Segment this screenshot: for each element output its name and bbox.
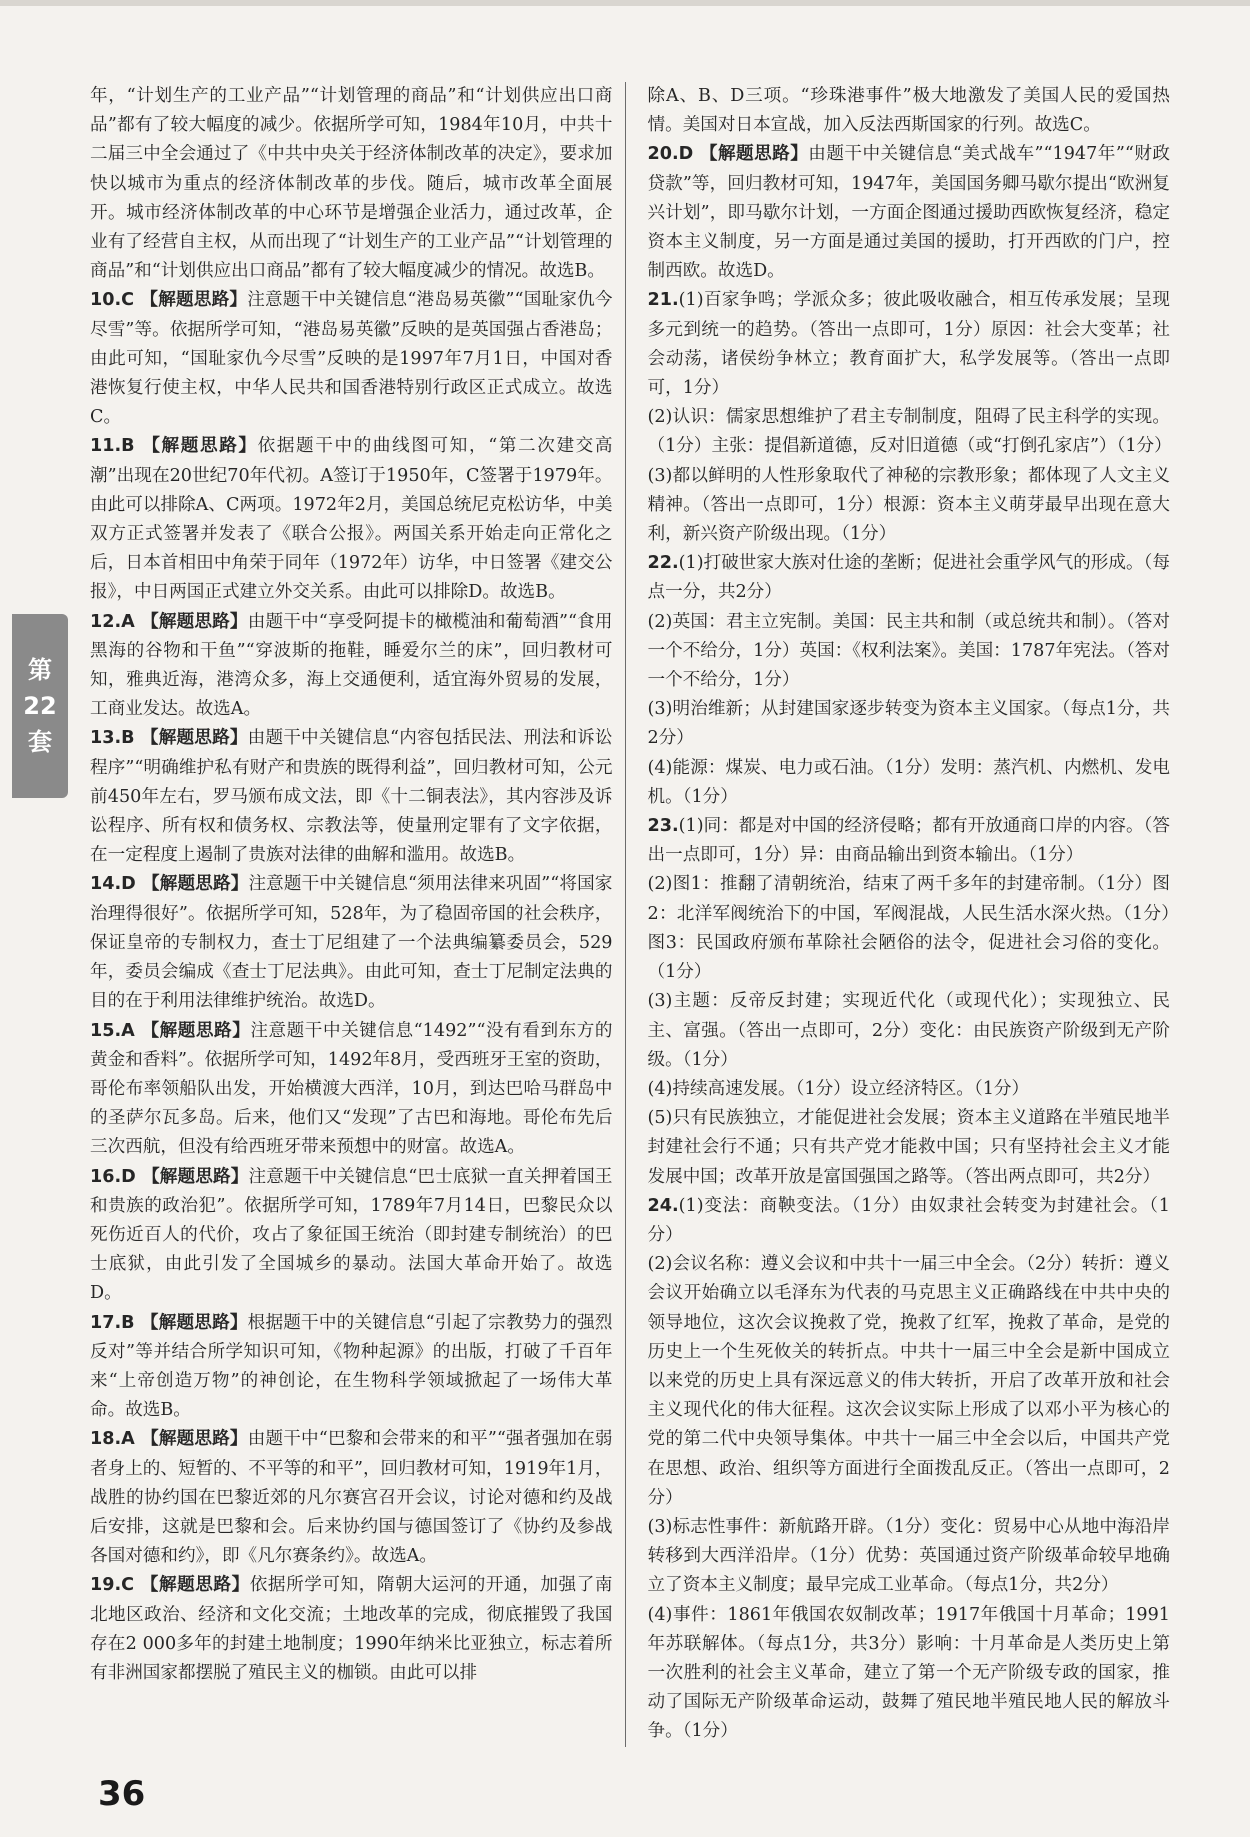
answer-text: (4)持续高速发展。（1分）设立经济特区。（1分） <box>647 1078 1030 1099</box>
answer-text: (1)同：都是对中国的经济侵略；都有开放通商口岸的内容。（答出一点即可，1分）异：由商品输出到资本输出。（1分） <box>647 816 1170 866</box>
answer-text: 注意题干中关键信息“港岛易英徽”“国耻家仇今尽雪”等。依据所学可知，“港岛易英徽”反映的是英国强占香港岛；由此可知，“国耻家仇今尽雪”反映的是1997年7月1日，中国对香港恢复行使主权，中华人民共和国香港特别行政区正式成立。故选C。 <box>90 290 613 428</box>
question-number: 15.A <box>90 1020 142 1041</box>
answer-text: (2)图1：推翻了清朝统治，结束了两千多年的封建帝制。（1分）图2：北洋军阀统治下的中国，军阀混战，人民生活水深火热。（1分）图3：民国政府颁布革除社会陋俗的法令，促进社会习俗的变化。（1分） <box>647 874 1170 983</box>
solution-tag: 【解题思路】 <box>141 1020 251 1041</box>
answer-part <box>648 462 1171 550</box>
answer-item <box>90 1309 613 1426</box>
answer-text: 由题干中关键信息“美式战车”“1947年”“财政贷款”等，回归教材可知，1947年，美国国务卿马歇尔提出“欧洲复兴计划”，即马歇尔计划，一方面企图通过援助西欧恢复经济，稳定资本主义制度，另一方面是通过美国的援助，打开西欧的门户，控制西欧。故选D。 <box>647 144 1170 282</box>
question-number: 13.B <box>90 728 141 749</box>
answer-part <box>648 754 1171 812</box>
answer-text: (3)主题：反帝反封建；实现近代化（或现代化）；实现独立、民主、富强。（答出一点即可，2分）变化：由民族资产阶级到无产阶级。（1分） <box>647 991 1170 1070</box>
solution-tag: 【解题思路】 <box>142 1166 249 1187</box>
answer-text: (4)事件：1861年俄国农奴制改革；1917年俄国十月革命；1991年苏联解体。（每点1分，共3分）影响：十月革命是人类历史上第一次胜利的社会主义革命，建立了第一个无产阶级专政的国家，推动了国际无产阶级革命运动，鼓舞了殖民地半殖民地人民的解放斗争。（1分） <box>647 1604 1170 1742</box>
answer-item <box>90 870 613 1016</box>
answer-part <box>648 987 1171 1075</box>
solution-tag: 【解题思路】 <box>140 728 248 749</box>
answer-part <box>648 1104 1171 1192</box>
answer-part <box>648 1250 1171 1513</box>
answer-text: 由题干中关键信息“内容包括民法、刑法和诉讼程序”“明确维护私有财产和贵族的既得利益”，回归教材可知，公元前450年左右，罗马颁布成文法，即《十二铜表法》，其内容涉及诉讼程序、所有权和债务权、宗教法等，使量刑定罪有了文字依据，在一定程度上遏制了贵族对法律的曲解和滥用。故选B。 <box>90 728 613 866</box>
answer-part <box>648 695 1171 753</box>
question-number: 14.D <box>90 874 143 895</box>
question-number: 11.B <box>90 436 143 457</box>
answer-item <box>90 1571 613 1688</box>
answer-item <box>90 1017 613 1163</box>
answer-part <box>648 870 1171 987</box>
answer-text: 注意题干中关键信息“1492”“没有看到东方的黄金和香料”。依据所学可知，1492年8月，受西班牙王室的资助，哥伦布率领船队出发，开始横渡大西洋，10月，到达巴哈马群岛中的圣萨尔瓦多岛。后来，他们又“发现”了古巴和海地。哥伦布先后三次西航，但没有给西班牙带来预想中的财富。故选A。 <box>90 1020 613 1158</box>
question-number: 10.C <box>90 290 141 311</box>
solution-tag: 【解题思路】 <box>141 611 248 632</box>
answer-item <box>90 724 613 870</box>
side-tab-char: 第 <box>28 656 52 684</box>
question-number: 22. <box>647 553 679 574</box>
answer-text: (4)能源：煤炭、电力或石油。（1分）发明：蒸汽机、内燃机、发电机。（1分） <box>647 757 1170 807</box>
answer-text: (5)只有民族独立，才能促进社会发展；资本主义道路在半殖民地半封建社会行不通；只有共产党才能救中国；只有坚持社会主义才能发展中国；改革开放是富国强国之路等。（答出两点即可，共2分） <box>647 1108 1170 1187</box>
answer-text: (3)都以鲜明的人性形象取代了神秘的宗教形象；都体现了人文主义精神。（答出一点即可，1分）根源：资本主义萌芽最早出现在意大利，新兴资产阶级出现。（1分） <box>647 465 1170 545</box>
side-tab-char: 套 <box>28 728 52 756</box>
answer-text: 依据所学可知，隋朝大运河的开通，加强了南北地区政治、经济和文化交流；土地改革的完成，彻底摧毁了我国存在2 000多年的封建土地制度；1990年纳米比亚独立，标志着所有非洲国家都摆脱了殖民主义的枷锁。由此可以排 <box>90 1575 613 1683</box>
answer-part <box>648 1601 1171 1747</box>
answer-text: 注意题干中关键信息“巴士底狱一直关押着国王和贵族的政治犯”。依据所学可知，1789年7月14日，巴黎民众以死伤近百人的代价，攻占了象征国王统治（即封建专制统治）的巴士底狱，由此引发了全国城乡的暴动。法国大革命开始了。故选D。 <box>90 1166 613 1304</box>
answer-part <box>648 1192 1171 1250</box>
answer-part <box>648 549 1171 607</box>
answer-text: (3)标志性事件：新航路开辟。（1分）变化：贸易中心从地中海沿岸转移到大西洋沿岸。（1分）优势：英国通过资产阶级革命较早地确立了资本主义制度；最早完成工业革命。（每点1分，共2分） <box>647 1516 1170 1596</box>
answer-text: (1)打破世家大族对仕途的垄断；促进社会重学风气的形成。（每点一分，共2分） <box>647 553 1170 603</box>
answer-text: (1)百家争鸣；学派众多；彼此吸收融合，相互传承发展；呈现多元到统一的趋势。（答出一点即可，1分）原因：社会大变革；社会动荡，诸侯纷争林立；教育面扩大，私学发展等。（答出一点即可，1分） <box>647 290 1170 399</box>
question-number: 23. <box>647 816 679 837</box>
answer-part <box>648 1075 1171 1104</box>
continued-answer-19: 除A、B、D三项。“珍珠港事件”极大地激发了美国人民的爱国热情。美国对日本宣战，加入反法西斯国家的行列。故选C。 <box>647 86 1170 136</box>
top-rule <box>0 0 1250 6</box>
answer-part <box>648 403 1171 461</box>
answer-text: (2)会议名称：遵义会议和中共十一届三中全会。（2分）转折：遵义会议开始确立以毛泽东为代表的马克思主义正确路线在中共中央的领导地位，这次会议挽救了党，挽救了红军，挽救了革命，是党的历史上一个生死攸关的转折点。中共十一届三中全会是新中国成立以来党的历史上具有深远意义的伟大转折，开启了改革开放和社会主义现代化的伟大征程。这次会议实际上形成了以邓小平为核心的党的第二代中央领导集体。中共十一届三中全会以后，中国共产党在思想、政治、组织等方面进行全面拨乱反正。（答出一点即可，2分） <box>647 1254 1170 1508</box>
solution-tag: 【解题思路】 <box>140 290 248 311</box>
question-number: 24. <box>647 1195 679 1216</box>
left-column <box>90 82 626 1747</box>
page-number: 36 <box>98 1774 146 1814</box>
solution-tag: 【解题思路】 <box>140 1575 250 1596</box>
solution-tag: 【解题思路】 <box>142 436 258 457</box>
right-column <box>648 82 1171 1747</box>
answer-item <box>90 608 613 725</box>
set-number-tab <box>12 614 68 798</box>
answer-item <box>90 1163 613 1309</box>
side-tab-char: 22 <box>23 692 57 720</box>
answer-text: 由题干中“巴黎和会带来的和平”“强者强加在弱者身上的、短暂的、不平等的和平”，回归教材可知，1919年1月，战胜的协约国在巴黎近郊的凡尔赛宫召开会议，讨论对德和约及战后安排，这就是巴黎和会。后来协约国与德国签订了《协约及参战各国对德和约》，即《凡尔赛条约》。故选A。 <box>90 1429 613 1567</box>
answer-text: (3)明治维新；从封建国家逐步转变为资本主义国家。（每点1分，共2分） <box>647 699 1170 749</box>
answer-text: 依据题干中的曲线图可知，“第二次建交高潮”出现在20世纪70年代初。A签订于1950年，C签署于1979年。由此可以排除A、C两项。1972年2月，美国总统尼克松访华，中美双方正式签署并发表了《联合公报》。两国关系开始走向正常化之后，日本首相田中角荣于同年（1972年）访华，中日签署《建交公报》，中日两国正式建立外交关系。由此可以排除D。故选B。 <box>90 436 613 603</box>
answer-part <box>648 608 1171 696</box>
solution-tag: 【解题思路】 <box>141 1429 248 1450</box>
answer-text: 注意题干中关键信息“须用法律来巩固”“将国家治理得很好”。依据所学可知，528年，为了稳固帝国的社会秩序，保证皇帝的专制权力，查士丁尼组建了一个法典编纂委员会，529年，委员会编成《查士丁尼法典》。由此可知，查士丁尼制定法典的目的在于利用法律维护统治。故选D。 <box>90 874 613 1012</box>
continued-answer-9: 年，“计划生产的工业产品”“计划管理的商品”和“计划供应出口商品”都有了较大幅度的减少。依据所学可知，1984年10月，中共十二届三中全会通过了《中共中央关于经济体制改革的决定》，要求加快以城市为重点的经济体制改革的步伐。随后，城市改革全面展开。城市经济体制改革的中心环节是增强企业活力，通过改革，企业有了经营自主权，从而出现了“计划生产的工业产品”“计划管理的商品”和“计划供应出口商品”都有了较大幅度减少的情况。故选B。 <box>90 86 613 282</box>
answer-part <box>648 1513 1171 1601</box>
question-number: 20.D <box>647 144 700 165</box>
solution-tag: 【解题思路】 <box>699 144 809 165</box>
answer-item <box>90 1425 613 1571</box>
answer-text: 根据题干中的关键信息“引起了宗教势力的强烈反对”等并结合所学知识可知，《物种起源》的出版，打破了千百年来“上帝创造万物”的神创论，在生物科学领域掀起了一场伟大革命。故选B。 <box>90 1312 613 1421</box>
solution-tag: 【解题思路】 <box>140 1312 248 1333</box>
answer-text: 由题干中“享受阿提卡的橄榄油和葡萄酒”“食用黑海的谷物和干鱼”“穿波斯的拖鞋，睡爱尔兰的床”，回归教材可知，雅典近海，港湾众多，海上交通便利，适宜海外贸易的发展，工商业发达。故选A。 <box>90 611 613 720</box>
question-number: 19.C <box>90 1575 141 1596</box>
solution-tag: 【解题思路】 <box>142 874 249 895</box>
question-number: 18.A <box>90 1429 142 1450</box>
question-number: 16.D <box>90 1166 143 1187</box>
answer-item <box>90 432 613 607</box>
answer-text: (2)认识：儒家思想维护了君主专制制度，阻碍了民主科学的实现。（1分）主张：提倡新道德，反对旧道德（或“打倒孔家店”）（1分） <box>647 407 1172 457</box>
answer-text: (1)变法：商鞅变法。（1分）由奴隶社会转变为封建社会。（1分） <box>647 1195 1170 1245</box>
question-number: 12.A <box>90 611 142 632</box>
answer-part <box>648 812 1171 870</box>
answer-text: (2)英国：君主立宪制。美国：民主共和制（或总统共和制）。（答对一个不给分，1分）英国：《权利法案》。美国：1787年宪法。（答对一个不给分，1分） <box>647 611 1170 691</box>
question-number: 21. <box>647 290 679 311</box>
answer-part <box>648 286 1171 403</box>
question-number: 17.B <box>90 1312 141 1333</box>
answer-item <box>90 286 613 432</box>
answer-item <box>648 140 1171 286</box>
answer-page <box>90 82 1170 1747</box>
